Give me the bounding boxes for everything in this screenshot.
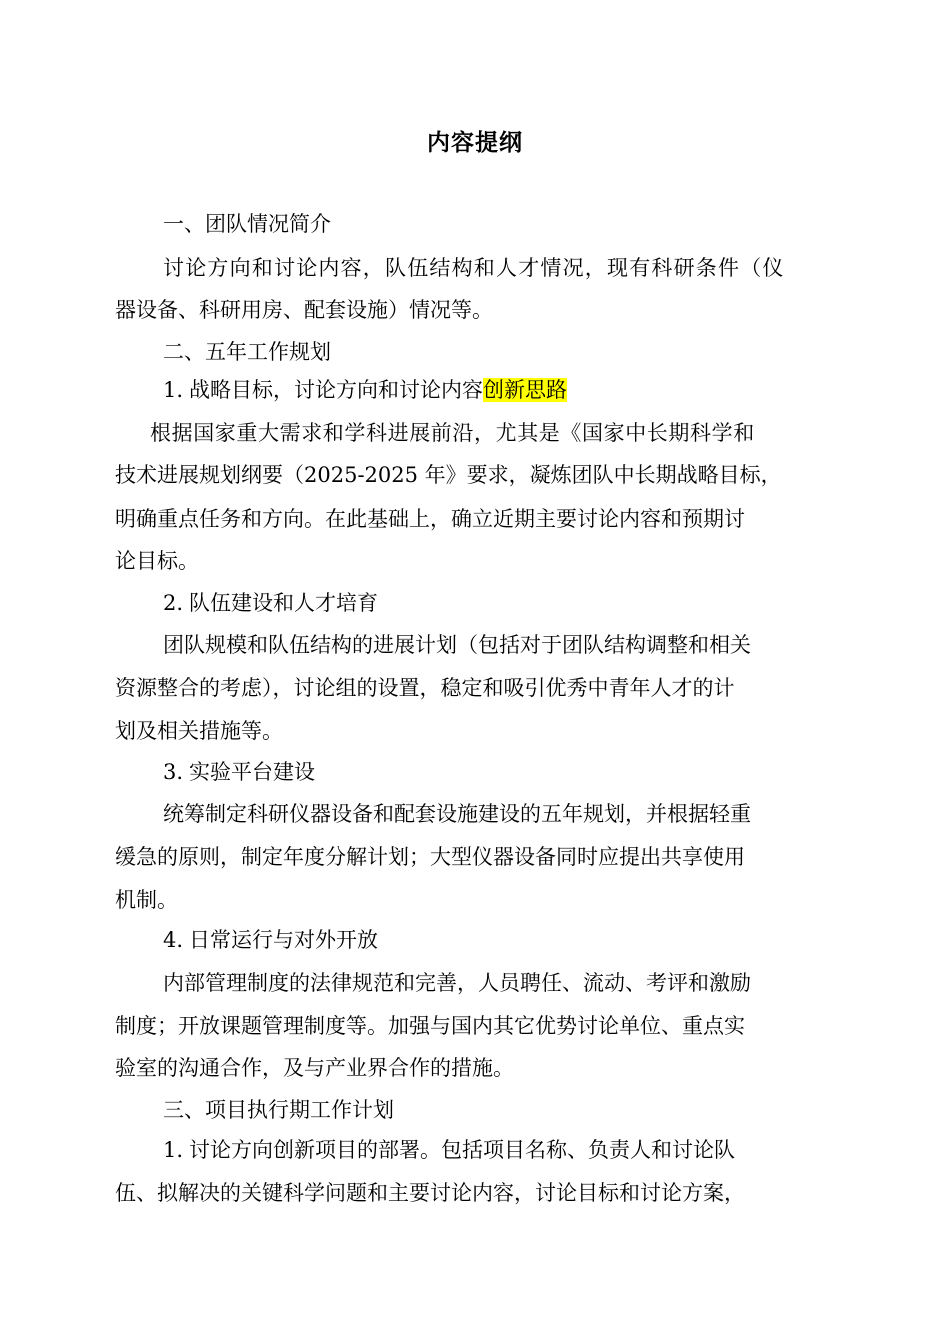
item-number: 1. [163,378,184,402]
item-number: 3. [163,760,184,784]
section-heading-1: 一、团队情况简介 [163,212,331,236]
paragraph-line: 资源整合的考虑），讨论组的设置，稳定和吸引优秀中青年人才的计 [115,676,735,700]
item-number: 1. [163,1138,184,1162]
paragraph-line: 机制。 [115,888,178,912]
item-heading-text: 实验平台建设 [189,760,315,784]
item-heading-text: 讨论方向创新项目的部署。包括项目名称、负责人和讨论队 [189,1138,735,1162]
item-heading-text: 战略目标，讨论方向和讨论内容 [189,378,483,402]
paragraph-line: 器设备、科研用房、配套设施）情况等。 [115,298,493,322]
document-title: 内容提纲 [427,129,523,156]
paragraph-line: 验室的沟通合作，及与产业界合作的措施。 [115,1056,514,1080]
paragraph-line: 内部管理制度的法律规范和完善，人员聘任、流动、考评和激励 [163,971,751,995]
paragraph-line: 伍、拟解决的关键科学问题和主要讨论内容，讨论目标和讨论方案， [115,1181,745,1205]
paragraph-line: 统筹制定科研仪器设备和配套设施建设的五年规划，并根据轻重 [163,802,751,826]
list-item-heading [163,1136,735,1164]
item-number: 2. [163,591,184,615]
list-item-heading [163,589,378,617]
highlighted-text: 创新思路 [483,378,567,402]
paragraph-line: 根据国家重大需求和学科进展前沿，尤其是《国家中长期科学和 [150,421,755,445]
paragraph-line: 明确重点任务和方向。在此基础上，确立近期主要讨论内容和预期讨 [115,507,745,531]
list-item-heading [163,926,378,954]
paragraph-line: 制度；开放课题管理制度等。加强与国内其它优势讨论单位、重点实 [115,1014,745,1038]
list-item-heading [163,758,315,786]
item-number: 4. [163,928,184,952]
paragraph-line: 讨论方向和讨论内容，队伍结构和人才情况，现有科研条件（仪 [163,256,785,280]
section-heading-3: 三、项目执行期工作计划 [163,1098,394,1122]
item-heading-text: 队伍建设和人才培育 [189,591,378,615]
paragraph-line: 论目标。 [115,549,199,573]
paragraph-line: 缓急的原则，制定年度分解计划；大型仪器设备同时应提出共享使用 [115,845,745,869]
section-heading-2: 二、五年工作规划 [163,340,331,364]
paragraph-line: 划及相关措施等。 [115,719,283,743]
item-heading-text: 日常运行与对外开放 [189,928,378,952]
paragraph-line: 技术进展规划纲要（2025-2025 年》要求，凝炼团队中长期战略目标， [115,463,782,487]
list-item-heading [163,376,567,404]
paragraph-line: 团队规模和队伍结构的进展计划（包括对于团队结构调整和相关 [163,633,751,657]
